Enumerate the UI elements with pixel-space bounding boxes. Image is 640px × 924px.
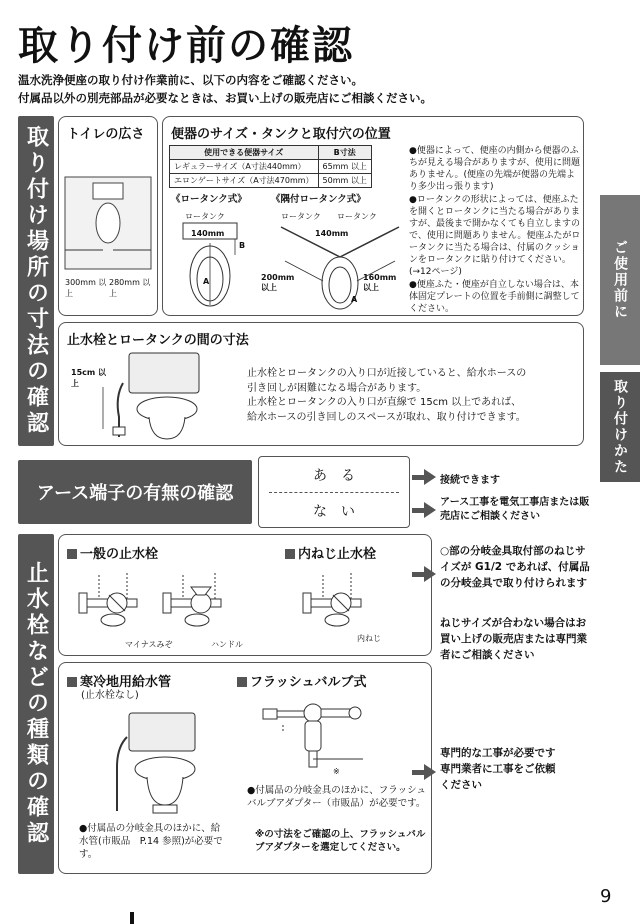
low-tank-a: A <box>203 277 210 286</box>
flush-valve-diagram <box>263 699 383 771</box>
page-number: 9 <box>600 886 612 907</box>
valve-tank-text-line: 止水栓とロータンクの入り口が近接していると、給水ホースの <box>247 368 527 379</box>
corner-tank-label: 《隅付ロータンク式》 <box>271 194 366 205</box>
flush-valve-heading <box>237 671 366 690</box>
corner-tank-dim: 140mm <box>315 229 349 238</box>
flush-valve-note-2: ※の寸法をご確認の上、フラッシュバルブアダプターを選定してください。 <box>255 829 426 853</box>
cold-pipe-sub: (止水栓なし) <box>81 690 139 701</box>
table-cell: エロンゲートサイズ（A寸法470mm） <box>170 174 319 188</box>
valve-tank-dim: 15cm 以上 <box>71 368 106 388</box>
valve-tank-panel <box>58 322 584 446</box>
inner-valve-label: 内ねじ <box>357 634 381 643</box>
earth-choice-panel <box>258 456 410 528</box>
cold-pipe-note: ●付属品の分岐金具のほかに、給水管(市販品 P.14 参照)が必要です。 <box>79 823 223 860</box>
toilet-space-right-dim: 280mm 以上 <box>109 278 151 298</box>
table-header: B寸法 <box>318 146 371 160</box>
note-item: ●ロータンクの形状によっては、便座ふたを開くとロータンクに当たる場合がありますが、最後まで開かなくても自立しますので、使用に問題ありません。便座ふたがロータンクに当たる場合は、付属のクッションをロータンクに貼り付けてください。(→12ページ) <box>409 194 581 278</box>
toilet-space-heading: トイレの広さ <box>67 127 145 142</box>
general-valve-handle-label: ハンドル <box>211 640 243 649</box>
valve-tank-diagram <box>99 347 219 443</box>
toilet-size-notes <box>409 145 581 315</box>
inner-valve-diagram <box>303 565 393 635</box>
page-mark <box>130 912 134 924</box>
note-item: ●便座ふた・便座が自立しない場合は、本体固定プレートの位置を手前側に調整してください。 <box>409 279 580 314</box>
inner-valve-heading <box>285 543 376 562</box>
flush-valve-note-1: ●付属品の分岐金具のほかに、フラッシュバルブアダプター（市販品）が必要です。 <box>247 785 426 809</box>
cold-pipe-heading-text: 寒冷地用給水管 <box>80 675 172 690</box>
note-item: ●便器によって、便座の内側から便器のふちが見える場合がありますが、使用に問題ありません。(便座の先端が便器の先端より多少出っ張ります) <box>409 146 581 193</box>
valve-ok-text: ○部の分岐金具取付部のねじサイズが G1/2 であれば、付属品の分岐金具で取り付けられます <box>440 545 590 589</box>
toilet-space-diagram <box>63 175 153 275</box>
valve-types-panel <box>58 534 432 656</box>
intro-line-1: 温水洗浄便座の取り付け作業前に、以下の内容をご確認ください。 <box>18 73 363 87</box>
flush-valve-mark: ※ <box>333 767 340 776</box>
tab-installation[interactable]: 取り付けかた <box>600 372 640 482</box>
flush-valve-heading-text: フラッシュバルブ式 <box>250 675 367 690</box>
toilet-size-panel <box>162 116 584 316</box>
corner-tank-a: A <box>351 295 358 304</box>
pro-text: 専門的な工事が必要です 専門業者に工事をご依頼ください <box>440 747 556 791</box>
low-tank-b: B <box>239 241 246 250</box>
section-band-dimensions: 取り付け場所の寸法の確認 <box>18 116 54 446</box>
cold-pipe-heading <box>67 671 171 690</box>
general-valve-heading-text: 一般の止水栓 <box>80 547 159 562</box>
table-cell: レギュラーサイズ（A寸法440mm） <box>170 160 319 174</box>
valve-ng-text: ねじサイズが合わない場合はお買い上げの販売店または専門業者にご相談ください <box>440 617 587 661</box>
earth-yes: あ る <box>313 468 355 484</box>
valve-tank-text-line: 引き回しが困難になる場合があります。 <box>247 382 427 394</box>
section-band-earth: アース端子の有無の確認 <box>18 460 252 524</box>
table-cell: 65mm 以上 <box>318 160 371 174</box>
earth-no-result: アース工事を電気工事店または販売店にご相談ください <box>440 497 590 522</box>
valve-tank-heading: 止水栓とロータンクの間の寸法 <box>67 333 249 348</box>
table-row <box>170 160 372 174</box>
low-tank-dim: 140mm <box>191 229 225 238</box>
special-valve-panel <box>58 662 432 874</box>
low-tank-tank-label: ロータンク <box>185 212 225 221</box>
corner-tank-left-dim: 200mm 以上 <box>261 273 295 292</box>
corner-tank-right-label: ロータンク <box>337 212 377 221</box>
toilet-space-panel <box>58 116 158 316</box>
table-header: 使用できる便器サイズ <box>170 146 319 160</box>
intro-line-2: 付属品以外の別売部品が必要なときは、お買い上げの販売店にご相談ください。 <box>18 91 432 105</box>
page-title: 取り付け前の確認 <box>18 23 354 69</box>
general-valve-heading <box>67 543 158 562</box>
general-valve-minus-label: マイナスみぞ <box>125 640 173 649</box>
toilet-size-heading: 便器のサイズ・タンクと取付穴の位置 <box>171 127 391 142</box>
toilet-space-left-dim: 300mm 以上 <box>65 278 107 298</box>
table-row <box>170 174 372 188</box>
corner-tank-right-dim: 160mm 以上 <box>363 273 397 292</box>
cold-pipe-diagram <box>109 707 209 817</box>
valve-tank-text-line: 止水栓とロータンクの入り口が直線で 15cm 以上であれば、 <box>247 397 522 408</box>
table-cell: 50mm 以上 <box>318 174 371 188</box>
general-valve-diagram <box>79 565 259 635</box>
toilet-size-table <box>169 145 372 188</box>
inner-valve-heading-text: 内ねじ止水栓 <box>298 547 377 562</box>
tab-before-use[interactable]: ご使用前に <box>600 195 640 365</box>
section-band-valve-types: 止水栓などの種類の確認 <box>18 534 54 874</box>
corner-tank-left-label: ロータンク <box>281 212 321 221</box>
low-tank-label: 《ロータンク式》 <box>171 194 247 205</box>
valve-tank-text-line: 給水ホースの引き回しのスペースが取れ、取り付けできます。 <box>247 411 526 423</box>
earth-yes-result: 接続できます <box>440 475 500 486</box>
valve-tank-text <box>247 367 567 425</box>
earth-no: な い <box>313 504 355 520</box>
